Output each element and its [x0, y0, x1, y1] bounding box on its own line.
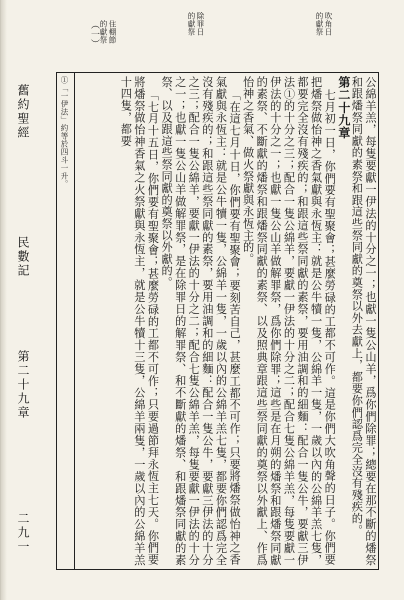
running-head-left-line1: 住棚節	[108, 20, 117, 44]
section-title: 民數記	[16, 236, 30, 278]
paragraph-4: 「七月十五日，你們要有聖聚會；甚麼勞碌的工都不可作；只要過節拜永恆主七天。你們要將燔祭做怡神香氣之火祭獻與永恆主，就是公牛犢十三隻，公綿羊兩隻，一歲以內的公綿羊羔十四隻，都要	[119, 76, 160, 566]
paragraph-2: 七月初一日，你們要有聖聚會；甚麼勞碌的工都不可作。這是你們大吹角聲的日子。你們要把燔祭做怡神之香氣獻與永恆主：就是公牛犢一隻，公綿羊一隻，一歲以內的公綿羊羔七隻，都要完全沒有殘疾的；和跟這些祭同獻的素祭，要用油調和的細麵：配合一隻公牛，要獻三伊法①的十分之三；配合一隻公綿羊，要獻一伊法的十分之二；配合七隻公綿羊羔，每隻要獻一伊法的十分之一；也獻一隻公山羊做解罪祭，爲你們除罪；這些是在月朔的燔祭和跟燔祭同獻的素祭、不斷獻的燔祭和跟燔祭同獻的素祭、以及照典章跟這些祭同獻的奠祭以外獻上、作爲怡神之香氣、做火祭獻與永恆主的。	[241, 76, 337, 566]
page-spine-shadow	[1, 0, 7, 600]
running-head-middle	[187, 12, 205, 36]
page-number: 二九一	[16, 512, 30, 554]
running-head-middle-line2: 的獻祭	[187, 12, 196, 36]
footnote: ①「一伊法」約等於四斗一升。	[60, 76, 69, 188]
paragraph-1: 公綿羊羔，每隻要獻一伊法的十分之一；也獻一隻公山羊，爲你們除罪；總要在那不斷的燔祭和跟燔祭同獻的素祭和跟這些祭同獻的奠祭以外去獻上，都要你們認爲完全沒有殘疾的。	[350, 76, 377, 566]
running-head-right	[315, 12, 333, 36]
running-head-right-line2: 的獻祭	[315, 12, 324, 36]
paragraph-3: 「在這七月十日，你們要有聖聚會；要刻苦自己，甚麼工都不可作；只要將燔祭做怡神之香氣獻與永恆主：就是公牛犢一隻，公綿羊一隻，一歲以內的公綿羊羔七隻，都要你們認爲完全沒有殘疾的；和跟這些祭同獻的素祭，要用油調和的細麵：配合一隻公牛，要獻三伊法的十分之三；配合一隻公綿羊，要獻一伊法的十分之二；配合七隻公綿羊羔，每隻要獻一伊法的十分之一；也獻一隻公山羊做解罪祭，是在除罪日的解罪祭、和不斷獻的燔祭、和跟燔祭同獻的素祭、以及跟這些祭同獻的奠祭以外獻的。	[160, 76, 242, 566]
footnote-divider	[74, 72, 75, 570]
book-title: 舊約聖經	[16, 84, 30, 140]
running-head-right-line1: 吹角日	[324, 12, 333, 36]
chapter-label: 第二十九章	[16, 350, 30, 420]
running-head-left	[89, 20, 117, 49]
running-head-left-line3: （一）	[89, 20, 99, 49]
running-head-middle-line1: 除罪日	[196, 12, 205, 36]
body-text	[81, 76, 377, 566]
running-head-left-line2: 的獻祭	[99, 20, 108, 44]
chapter-heading: 第二十九章	[336, 76, 351, 139]
